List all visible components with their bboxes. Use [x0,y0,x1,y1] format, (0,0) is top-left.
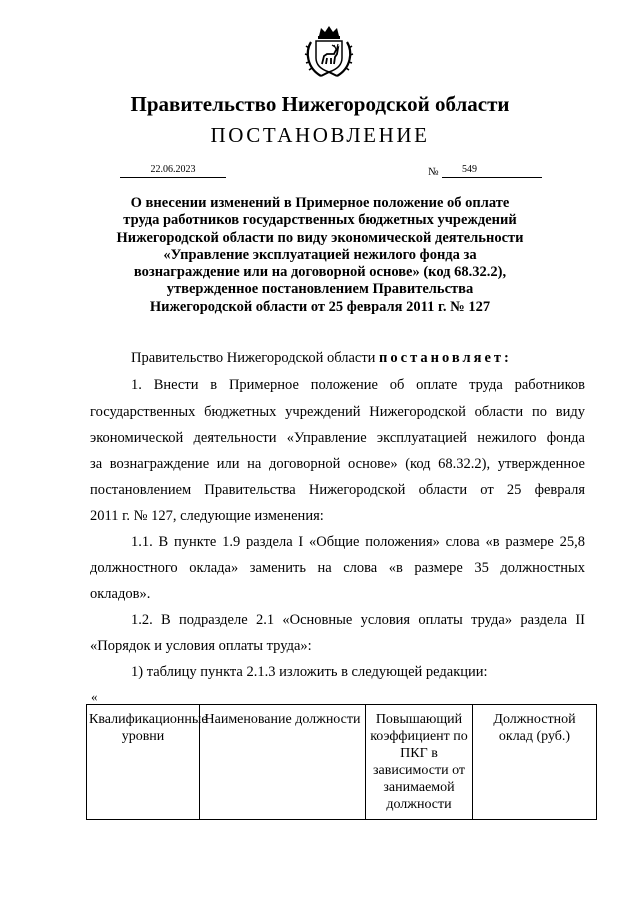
paragraph-line: постановлением Правительства Нижегородской области от 25 февраля [90,482,585,498]
paragraph-line: за вознаграждение или на договорной основе» (код 68.32.2), утвержденное [90,456,585,472]
government-name: Правительство Нижегородской области [130,92,510,116]
document-date: 22.06.2023 [120,164,226,178]
paragraph-line: должностного оклада» заменить на слова «в размере 35 должностных [90,560,585,576]
decree-word: постановляет: [379,350,512,366]
heading-line: «Управление эксплуатацией нежилого фонда за [163,246,477,263]
table-header-cell: Квалификационные уровни [87,705,200,820]
open-quote: « [91,689,98,704]
paragraph-line: окладов». [90,586,151,602]
document-type: ПОСТАНОВЛЕНИЕ [210,123,430,147]
heading-line: утвержденное постановлением Правительства [166,281,474,298]
paragraph-line: экономической деятельности «Управление эксплуатацией нежилого фонда [90,430,585,446]
paragraph-line: 1. Внести в Примерное положение об оплате труда работников [131,377,585,393]
decree-intro [131,349,512,367]
document-number: 549 [442,164,542,178]
document-heading [100,195,540,316]
table-header-cell: Наименование должности [200,705,366,820]
heading-line: О внесении изменений в Примерное положение об оплате [130,195,510,211]
paragraph-line: 1.1. В пункте 1.9 раздела I «Общие положения» слова «в размере 25,8 [131,534,585,550]
paragraph-line: 1) таблицу пункта 2.1.3 изложить в следующей редакции: [131,664,488,680]
table-header-cell: Повышающий коэффициент по ПКГ в зависимости от занимаемой должности [366,705,473,820]
salary-table [86,704,597,820]
table-header-cell: Должностной оклад (руб.) [473,705,597,820]
heading-line: Нижегородской области по виду экономической деятельности [116,229,524,246]
heading-line: вознаграждение или на договорной основе» (код 68.32.2), [133,264,507,281]
paragraph-line: «Порядок и условия оплаты труда»: [90,638,312,654]
table-header-row [87,705,597,820]
paragraph-line: 1.2. В подразделе 2.1 «Основные условия оплаты труда» раздела II [131,612,585,628]
coat-of-arms-icon [303,24,355,80]
paragraph-line: 2011 г. № 127, следующие изменения: [90,508,324,524]
decree-intro-text: Правительство Нижегородской области [131,350,376,366]
heading-line: Нижегородской области от 25 февраля 2011 г. № 127 [149,298,491,315]
heading-line: труда работников государственных бюджетных учреждений [123,212,517,229]
number-sign: № [428,166,439,178]
paragraph-line: государственных бюджетных учреждений Нижегородской области по виду [90,404,585,420]
